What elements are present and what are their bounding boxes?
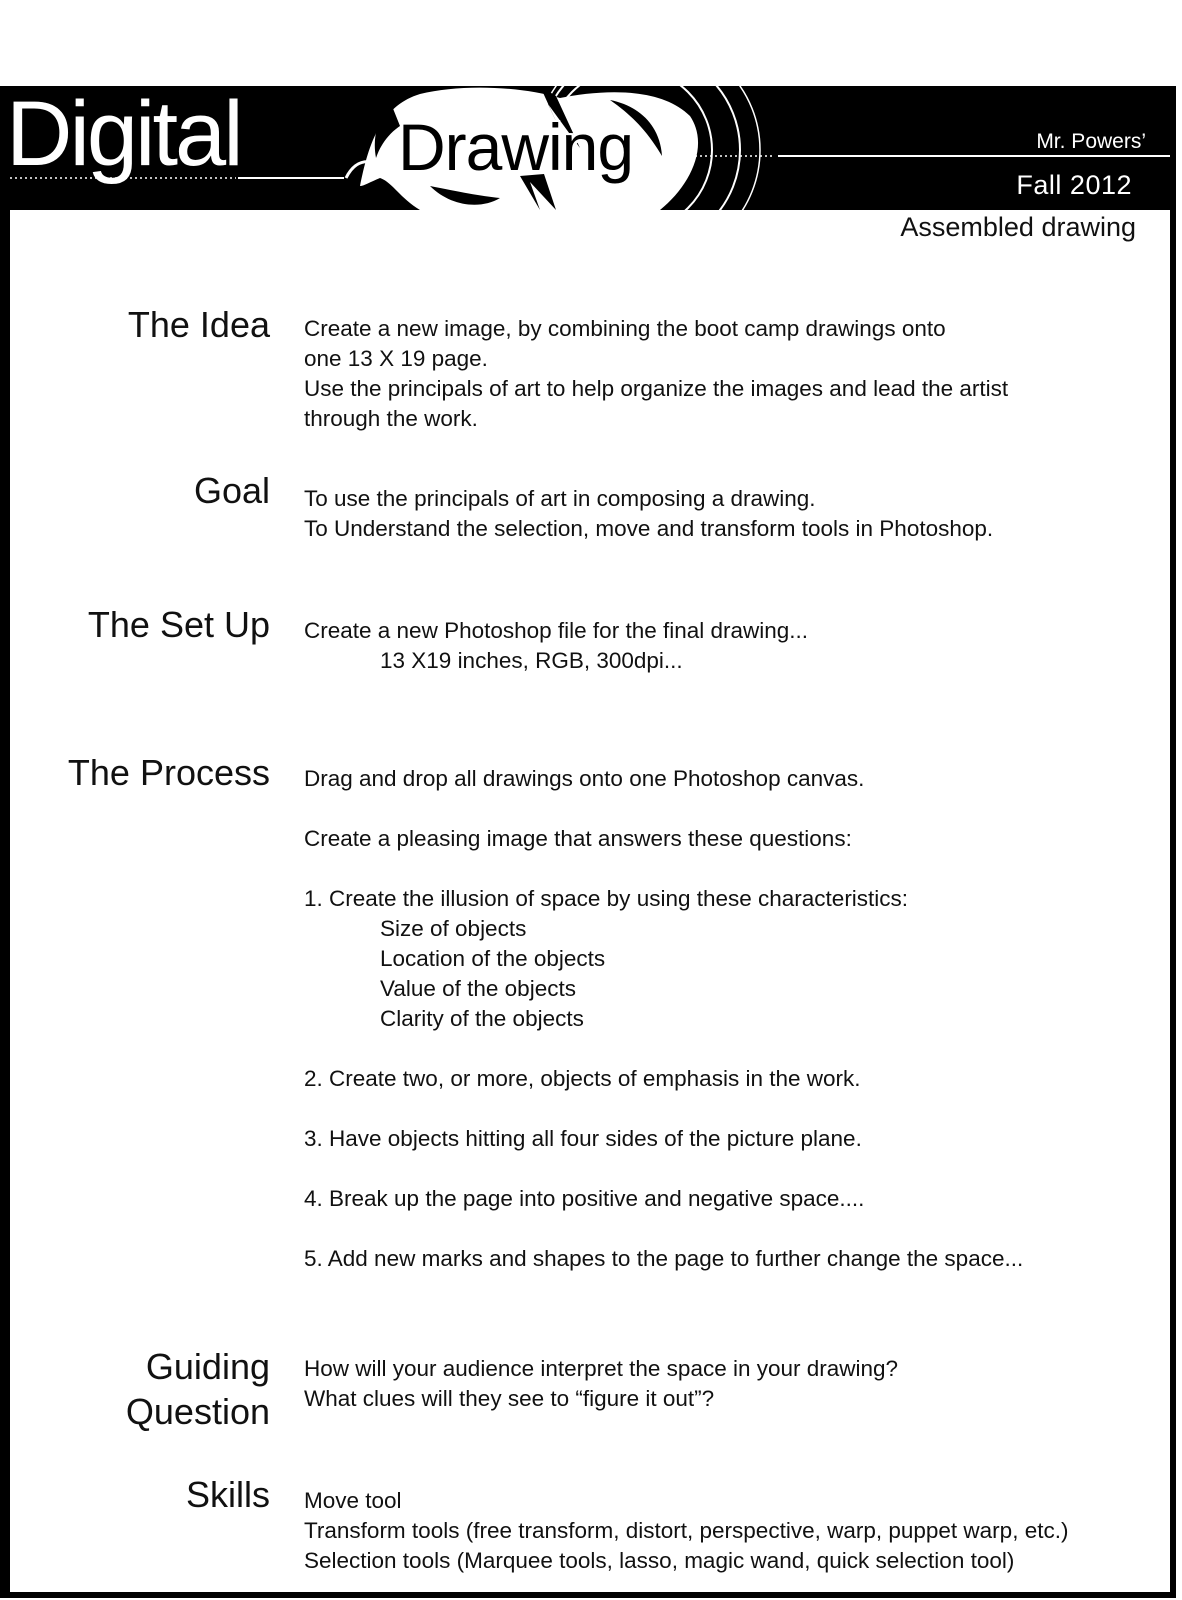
teacher-name: Mr. Powers’	[1036, 130, 1146, 153]
setup-line: Create a new Photoshop file for the final drawing...	[304, 618, 809, 643]
characteristic-item: Size of objects	[380, 916, 527, 941]
section-label-skills: Skills	[185, 1474, 270, 1515]
section-label-idea: The Idea	[127, 304, 270, 345]
skills-line: Transform tools (free transform, distort, perspective, warp, puppet warp, etc.)	[304, 1518, 1069, 1543]
idea-line: one 13 X 19 page.	[304, 346, 488, 371]
section-label-process: The Process	[67, 752, 270, 793]
skills-line: Selection tools (Marquee tools, lasso, magic wand, quick selection tool)	[304, 1548, 1015, 1573]
characteristic-item: Value of the objects	[380, 976, 576, 1001]
guiding-line: What clues will they see to “figure it out”?	[304, 1386, 715, 1411]
process-intro: Drag and drop all drawings onto one Photoshop canvas.	[304, 766, 865, 791]
section-label-setup: The Set Up	[87, 604, 270, 645]
term-label: Fall 2012	[1016, 170, 1132, 200]
process-step-2: 2. Create two, or more, objects of emphasis in the work.	[304, 1066, 861, 1091]
title-word-digital: Digital	[6, 86, 241, 185]
characteristic-item: Clarity of the objects	[380, 1006, 584, 1031]
process-prompt: Create a pleasing image that answers these questions:	[304, 826, 852, 851]
skills-line: Move tool	[304, 1488, 402, 1513]
idea-line: Use the principals of art to help organize the images and lead the artist	[304, 376, 1009, 401]
assignment-title: Assembled drawing	[900, 212, 1136, 242]
section-content-setup	[304, 616, 1164, 676]
header-banner	[0, 86, 1176, 210]
process-step-1: 1. Create the illusion of space by using these characteristics:	[304, 886, 909, 911]
section-content-skills	[304, 1486, 1164, 1576]
guiding-label-line: Question	[125, 1391, 270, 1432]
section-label-goal: Goal	[193, 470, 270, 511]
process-step-3: 3. Have objects hitting all four sides of the picture plane.	[304, 1126, 862, 1151]
goal-line: To use the principals of art in composing a drawing.	[304, 486, 816, 511]
idea-line: Create a new image, by combining the boot camp drawings onto	[304, 316, 946, 341]
title-word-drawing: Drawing	[398, 110, 634, 184]
section-content-idea	[304, 314, 1164, 434]
process-step-5: 5. Add new marks and shapes to the page to further change the space...	[304, 1246, 1024, 1271]
process-step-4: 4. Break up the page into positive and negative space....	[304, 1186, 865, 1211]
guiding-label-line: Guiding	[145, 1346, 270, 1387]
guiding-line: How will your audience interpret the space in your drawing?	[304, 1356, 899, 1381]
characteristic-item: Location of the objects	[380, 946, 606, 971]
section-content-guiding	[304, 1354, 1164, 1414]
section-content-process	[304, 764, 1164, 1274]
goal-line: To Understand the selection, move and transform tools in Photoshop.	[304, 516, 994, 541]
section-label-guiding	[126, 1344, 270, 1434]
section-content-goal	[304, 484, 1164, 544]
idea-line: through the work.	[304, 406, 478, 431]
setup-line: 13 X19 inches, RGB, 300dpi...	[380, 648, 683, 673]
